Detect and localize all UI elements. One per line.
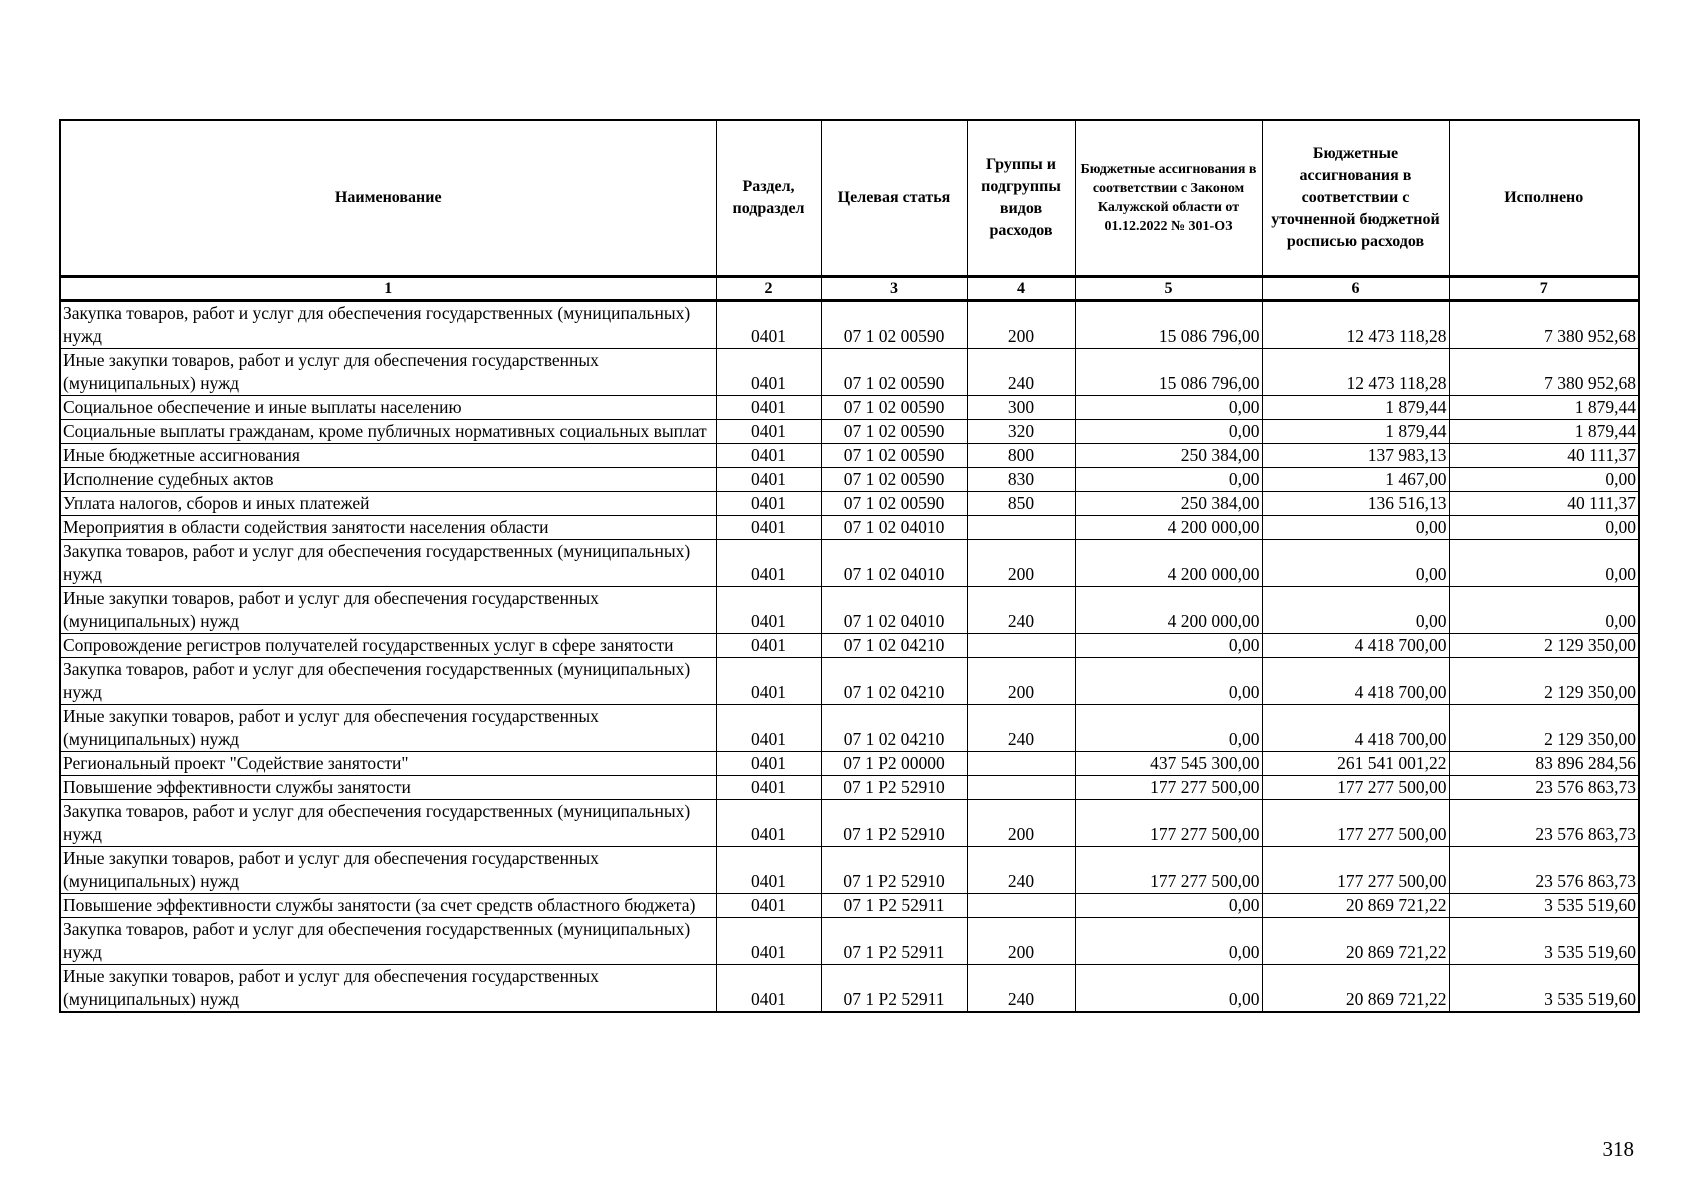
- cell-section: 0401: [716, 587, 821, 634]
- cell-executed: 1 879,44: [1449, 420, 1639, 444]
- cell-law-allocation: 0,00: [1075, 468, 1262, 492]
- cell-group: 830: [967, 468, 1075, 492]
- cell-section: 0401: [716, 492, 821, 516]
- cell-section: 0401: [716, 468, 821, 492]
- cell-law-allocation: 250 384,00: [1075, 492, 1262, 516]
- table-row: [60, 965, 1639, 1013]
- cell-law-allocation: 15 086 796,00: [1075, 349, 1262, 396]
- cell-target: 07 1 02 00590: [821, 420, 967, 444]
- table-row: [60, 444, 1639, 468]
- cell-refined-allocation: 0,00: [1262, 516, 1449, 540]
- table-row: [60, 301, 1639, 349]
- cell-section: 0401: [716, 540, 821, 587]
- cell-target: 07 1 P2 52911: [821, 894, 967, 918]
- cell-refined-allocation: 1 879,44: [1262, 396, 1449, 420]
- table-row: [60, 894, 1639, 918]
- header-name: Наименование: [60, 120, 716, 277]
- cell-group: [967, 516, 1075, 540]
- cell-refined-allocation: 0,00: [1262, 587, 1449, 634]
- header-refined-allocation: Бюджетные ассигнования в соответствии с уточненной бюджетной росписью расходов: [1262, 120, 1449, 277]
- cell-group: 300: [967, 396, 1075, 420]
- cell-executed: 7 380 952,68: [1449, 301, 1639, 349]
- cell-target: 07 1 02 04010: [821, 587, 967, 634]
- cell-executed: 0,00: [1449, 587, 1639, 634]
- cell-group: 320: [967, 420, 1075, 444]
- table-row: [60, 918, 1639, 965]
- cell-name: Иные закупки товаров, работ и услуг для обеспечения государственных (муниципальных) нужд: [60, 965, 716, 1013]
- cell-target: 07 1 02 04210: [821, 705, 967, 752]
- cell-name: Региональный проект "Содействие занятости": [60, 752, 716, 776]
- table-row: [60, 776, 1639, 800]
- cell-executed: 0,00: [1449, 516, 1639, 540]
- cell-law-allocation: 0,00: [1075, 918, 1262, 965]
- cell-name: Закупка товаров, работ и услуг для обеспечения государственных (муниципальных) нужд: [60, 918, 716, 965]
- cell-executed: 40 111,37: [1449, 492, 1639, 516]
- cell-law-allocation: 0,00: [1075, 634, 1262, 658]
- header-law-allocation: Бюджетные ассигнования в соответствии с Законом Калужской области от 01.12.2022 № 301-ОЗ: [1075, 120, 1262, 277]
- cell-law-allocation: 4 200 000,00: [1075, 516, 1262, 540]
- cell-refined-allocation: 20 869 721,22: [1262, 894, 1449, 918]
- header-executed: Исполнено: [1449, 120, 1639, 277]
- cell-name: Иные закупки товаров, работ и услуг для обеспечения государственных (муниципальных) нужд: [60, 847, 716, 894]
- cell-target: 07 1 P2 00000: [821, 752, 967, 776]
- cell-executed: 1 879,44: [1449, 396, 1639, 420]
- cell-section: 0401: [716, 847, 821, 894]
- table-row: [60, 492, 1639, 516]
- cell-refined-allocation: 0,00: [1262, 540, 1449, 587]
- cell-target: 07 1 02 04010: [821, 516, 967, 540]
- cell-refined-allocation: 4 418 700,00: [1262, 705, 1449, 752]
- cell-section: 0401: [716, 752, 821, 776]
- cell-executed: 23 576 863,73: [1449, 800, 1639, 847]
- cell-law-allocation: 0,00: [1075, 965, 1262, 1013]
- cell-executed: 40 111,37: [1449, 444, 1639, 468]
- cell-executed: 3 535 519,60: [1449, 918, 1639, 965]
- cell-target: 07 1 02 00590: [821, 396, 967, 420]
- cell-group: 200: [967, 301, 1075, 349]
- cell-law-allocation: 0,00: [1075, 396, 1262, 420]
- cell-refined-allocation: 1 879,44: [1262, 420, 1449, 444]
- table-row: [60, 468, 1639, 492]
- cell-executed: 2 129 350,00: [1449, 634, 1639, 658]
- table-row: [60, 396, 1639, 420]
- cell-section: 0401: [716, 658, 821, 705]
- cell-law-allocation: 0,00: [1075, 705, 1262, 752]
- cell-target: 07 1 02 00590: [821, 468, 967, 492]
- cell-name: Закупка товаров, работ и услуг для обеспечения государственных (муниципальных) нужд: [60, 800, 716, 847]
- cell-group: 240: [967, 705, 1075, 752]
- cell-name: Иные закупки товаров, работ и услуг для обеспечения государственных (муниципальных) нужд: [60, 705, 716, 752]
- cell-law-allocation: 15 086 796,00: [1075, 301, 1262, 349]
- header-target: Целевая статья: [821, 120, 967, 277]
- cell-executed: 0,00: [1449, 468, 1639, 492]
- cell-group: 240: [967, 587, 1075, 634]
- cell-executed: 7 380 952,68: [1449, 349, 1639, 396]
- cell-section: 0401: [716, 800, 821, 847]
- column-number: 7: [1449, 277, 1639, 301]
- table-row: [60, 847, 1639, 894]
- cell-target: 07 1 02 00590: [821, 492, 967, 516]
- cell-refined-allocation: 137 983,13: [1262, 444, 1449, 468]
- table-row: [60, 516, 1639, 540]
- table-row: [60, 420, 1639, 444]
- cell-refined-allocation: 1 467,00: [1262, 468, 1449, 492]
- column-number: 5: [1075, 277, 1262, 301]
- cell-law-allocation: 4 200 000,00: [1075, 540, 1262, 587]
- cell-name: Иные бюджетные ассигнования: [60, 444, 716, 468]
- cell-law-allocation: 437 545 300,00: [1075, 752, 1262, 776]
- cell-refined-allocation: 20 869 721,22: [1262, 965, 1449, 1013]
- cell-executed: 0,00: [1449, 540, 1639, 587]
- cell-group: 240: [967, 349, 1075, 396]
- cell-name: Повышение эффективности службы занятости (за счет средств областного бюджета): [60, 894, 716, 918]
- cell-name: Мероприятия в области содействия занятости населения области: [60, 516, 716, 540]
- cell-executed: 23 576 863,73: [1449, 776, 1639, 800]
- cell-group: [967, 894, 1075, 918]
- cell-target: 07 1 P2 52910: [821, 847, 967, 894]
- cell-section: 0401: [716, 301, 821, 349]
- cell-name: Уплата налогов, сборов и иных платежей: [60, 492, 716, 516]
- column-number: 1: [60, 277, 716, 301]
- column-number: 3: [821, 277, 967, 301]
- cell-section: 0401: [716, 444, 821, 468]
- cell-refined-allocation: 4 418 700,00: [1262, 658, 1449, 705]
- table-row: [60, 800, 1639, 847]
- cell-section: 0401: [716, 349, 821, 396]
- cell-refined-allocation: 177 277 500,00: [1262, 847, 1449, 894]
- cell-section: 0401: [716, 918, 821, 965]
- cell-name: Иные закупки товаров, работ и услуг для обеспечения государственных (муниципальных) нужд: [60, 587, 716, 634]
- cell-section: 0401: [716, 894, 821, 918]
- cell-group: [967, 634, 1075, 658]
- cell-refined-allocation: 12 473 118,28: [1262, 349, 1449, 396]
- cell-executed: 2 129 350,00: [1449, 705, 1639, 752]
- budget-table: [59, 119, 1640, 1013]
- table-row: [60, 705, 1639, 752]
- cell-refined-allocation: 136 516,13: [1262, 492, 1449, 516]
- cell-group: 240: [967, 847, 1075, 894]
- cell-section: 0401: [716, 396, 821, 420]
- cell-name: Исполнение судебных актов: [60, 468, 716, 492]
- cell-section: 0401: [716, 705, 821, 752]
- cell-target: 07 1 02 04210: [821, 634, 967, 658]
- cell-law-allocation: 0,00: [1075, 420, 1262, 444]
- column-number: 2: [716, 277, 821, 301]
- header-row: [60, 120, 1639, 277]
- cell-group: 800: [967, 444, 1075, 468]
- cell-target: 07 1 02 04010: [821, 540, 967, 587]
- table-row: [60, 752, 1639, 776]
- table-row: [60, 540, 1639, 587]
- cell-target: 07 1 02 00590: [821, 301, 967, 349]
- cell-law-allocation: 250 384,00: [1075, 444, 1262, 468]
- cell-executed: 3 535 519,60: [1449, 894, 1639, 918]
- header-section: Раздел, подраздел: [716, 120, 821, 277]
- table-row: [60, 349, 1639, 396]
- cell-section: 0401: [716, 634, 821, 658]
- column-number: 6: [1262, 277, 1449, 301]
- cell-refined-allocation: 177 277 500,00: [1262, 800, 1449, 847]
- cell-group: [967, 776, 1075, 800]
- cell-name: Сопровождение регистров получателей государственных услуг в сфере занятости: [60, 634, 716, 658]
- cell-group: [967, 752, 1075, 776]
- cell-target: 07 1 P2 52910: [821, 776, 967, 800]
- cell-group: 200: [967, 918, 1075, 965]
- cell-group: 240: [967, 965, 1075, 1013]
- cell-name: Повышение эффективности службы занятости: [60, 776, 716, 800]
- cell-law-allocation: 0,00: [1075, 658, 1262, 705]
- cell-law-allocation: 177 277 500,00: [1075, 847, 1262, 894]
- cell-refined-allocation: 261 541 001,22: [1262, 752, 1449, 776]
- column-number: 4: [967, 277, 1075, 301]
- cell-name: Социальные выплаты гражданам, кроме публичных нормативных социальных выплат: [60, 420, 716, 444]
- cell-law-allocation: 177 277 500,00: [1075, 800, 1262, 847]
- header-groups: Группы и подгруппы видов расходов: [967, 120, 1075, 277]
- cell-target: 07 1 P2 52911: [821, 965, 967, 1013]
- cell-group: 200: [967, 800, 1075, 847]
- cell-target: 07 1 P2 52911: [821, 918, 967, 965]
- page-number: 318: [1602, 1137, 1634, 1161]
- cell-target: 07 1 02 04210: [821, 658, 967, 705]
- cell-section: 0401: [716, 965, 821, 1013]
- cell-refined-allocation: 20 869 721,22: [1262, 918, 1449, 965]
- cell-refined-allocation: 4 418 700,00: [1262, 634, 1449, 658]
- cell-section: 0401: [716, 776, 821, 800]
- cell-law-allocation: 0,00: [1075, 894, 1262, 918]
- cell-name: Закупка товаров, работ и услуг для обеспечения государственных (муниципальных) нужд: [60, 658, 716, 705]
- cell-law-allocation: 4 200 000,00: [1075, 587, 1262, 634]
- cell-law-allocation: 177 277 500,00: [1075, 776, 1262, 800]
- cell-group: 200: [967, 658, 1075, 705]
- cell-name: Социальное обеспечение и иные выплаты населению: [60, 396, 716, 420]
- cell-executed: 3 535 519,60: [1449, 965, 1639, 1013]
- cell-executed: 23 576 863,73: [1449, 847, 1639, 894]
- cell-group: 200: [967, 540, 1075, 587]
- cell-executed: 2 129 350,00: [1449, 658, 1639, 705]
- cell-refined-allocation: 177 277 500,00: [1262, 776, 1449, 800]
- table-row: [60, 658, 1639, 705]
- cell-target: 07 1 02 00590: [821, 349, 967, 396]
- cell-section: 0401: [716, 420, 821, 444]
- column-number-row: [60, 277, 1639, 301]
- table-row: [60, 634, 1639, 658]
- table-row: [60, 587, 1639, 634]
- cell-section: 0401: [716, 516, 821, 540]
- cell-target: 07 1 P2 52910: [821, 800, 967, 847]
- cell-refined-allocation: 12 473 118,28: [1262, 301, 1449, 349]
- cell-name: Закупка товаров, работ и услуг для обеспечения государственных (муниципальных) нужд: [60, 540, 716, 587]
- cell-target: 07 1 02 00590: [821, 444, 967, 468]
- cell-name: Иные закупки товаров, работ и услуг для обеспечения государственных (муниципальных) нужд: [60, 349, 716, 396]
- cell-executed: 83 896 284,56: [1449, 752, 1639, 776]
- cell-group: 850: [967, 492, 1075, 516]
- cell-name: Закупка товаров, работ и услуг для обеспечения государственных (муниципальных) нужд: [60, 301, 716, 349]
